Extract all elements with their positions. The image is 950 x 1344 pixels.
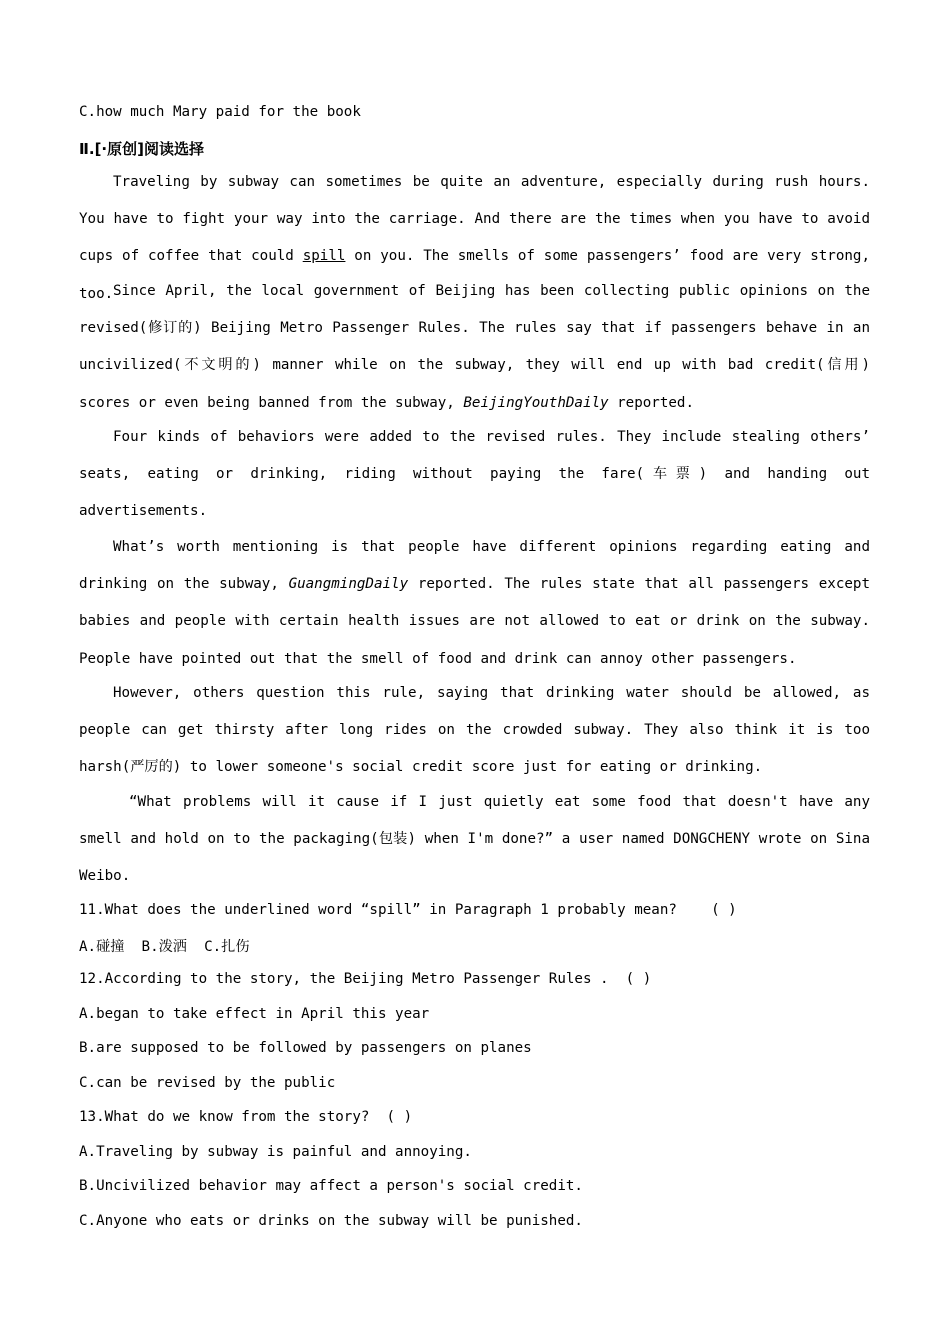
passage-paragraph-3: Four kinds of behaviors were added to the revised rules. They include stealing others’ seats, eating or drinking, riding without paying the fare(车票) and handing out advertisements. [79, 429, 870, 520]
newspaper-name: GuangmingDaily [288, 576, 409, 593]
passage-paragraph-6: “What problems will it cause if I just quietly eat some food that doesn't have any smell and hold on to the packaging(包装) when I'm done?” a user named DONGCHENY wrote on Sina Weibo. [79, 794, 870, 885]
underlined-word-spill: spill [302, 248, 346, 265]
previous-question-option: C.how much Mary paid for the book [79, 104, 361, 120]
passage-paragraph-5: However, others question this rule, saying that drinking water should be allowed, as people can get thirsty after long rides on the crowded subway. They also think it is too harsh(严厉的) to lower someone's social credit score just for eating or drinking. [79, 685, 870, 776]
question-12-option-b: B.are supposed to be followed by passengers on planes [79, 1040, 532, 1056]
section-heading: Ⅱ.[·原创]阅读选择 [79, 140, 204, 158]
passage-paragraph-1: Traveling by subway can sometimes be quite an adventure, especially during rush hours. You have to fight your way into the carriage. And there are the times when you have to avoid cups of coffee that could spill on you. The smells of some passengers’ food are very strong, too. [79, 174, 870, 302]
question-13-option-a: A.Traveling by subway is painful and annoying. [79, 1144, 472, 1160]
question-11-stem: 11.What does the underlined word “spill” in Paragraph 1 probably mean? ( ) [79, 902, 737, 918]
passage-paragraph-4: What’s worth mentioning is that people have different opinions regarding eating and drinking on the subway, GuangmingDaily reported. The rules state that all passengers except babies and people with certain health issues are not allowed to eat or drink on the subway. People have pointed out that the smell of food and drink can annoy other passengers. [79, 539, 870, 667]
question-12-option-c: C.can be revised by the public [79, 1075, 336, 1091]
question-13-option-c: C.Anyone who eats or drinks on the subway will be punished. [79, 1213, 583, 1229]
question-12-stem: 12.According to the story, the Beijing Metro Passenger Rules . ( ) [79, 971, 652, 987]
question-11-options: A.碰撞 B.泼洒 C.扎伤 [79, 939, 250, 955]
question-13-stem: 13.What do we know from the story? ( ) [79, 1109, 413, 1125]
passage-paragraph-2: Since April, the local government of Beijing has been collecting public opinions on the revised(修订的) Beijing Metro Passenger Rules. The rules say that if passengers behave in an uncivilized(不文明的) manner while on the subway, they will end up with bad credit(信用) scores or even being banned from the subway, BeijingYouthDaily reported. [79, 283, 870, 411]
newspaper-name: BeijingYouthDaily [463, 394, 609, 411]
question-12-option-a: A.began to take effect in April this year [79, 1006, 430, 1022]
question-13-option-b: B.Uncivilized behavior may affect a person's social credit. [79, 1178, 583, 1194]
